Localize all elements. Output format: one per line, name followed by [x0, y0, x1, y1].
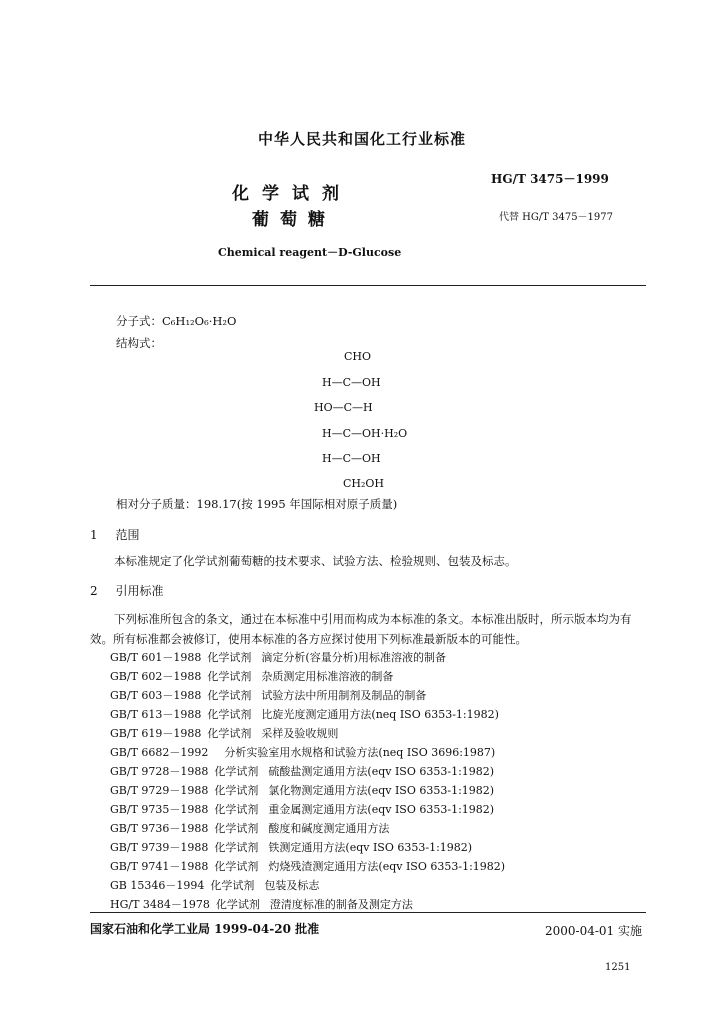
reference-category: 化学试剂 [214, 765, 259, 778]
reference-code: GB/T 603－1988 [110, 689, 202, 702]
reference-category: 化学试剂 [214, 784, 259, 797]
section-2-heading [90, 582, 163, 599]
reference-item [110, 668, 393, 684]
reference-code: GB/T 613－1988 [110, 708, 202, 721]
reference-category: 化学试剂 [214, 841, 259, 854]
reference-code: GB/T 601－1988 [110, 651, 202, 664]
reference-item [110, 839, 472, 855]
reference-name: 硫酸盐测定通用方法(eqv ISO 6353-1:1982) [268, 765, 495, 778]
reference-item [110, 896, 413, 912]
header-divider [90, 285, 646, 286]
issuing-organization: 中华人民共和国化工行业标准 [257, 130, 466, 148]
reference-item [110, 801, 494, 817]
reference-item [110, 706, 499, 722]
section-title: 引用标准 [115, 584, 164, 598]
section-1-text: 本标准规定了化学试剂葡萄糖的技术要求、试验方法、检验规则、包装及标志。 [114, 554, 517, 568]
footer-divider [90, 912, 646, 913]
reference-code: GB/T 9739－1988 [110, 841, 209, 854]
reference-category: 化学试剂 [210, 879, 255, 892]
reference-item [110, 687, 426, 703]
section-title: 范围 [115, 528, 140, 542]
english-title: Chemical reagent－D-Glucose [218, 246, 402, 259]
reference-code: GB 15346－1994 [110, 879, 205, 892]
reference-item [110, 725, 338, 741]
structure-line: H—C—OH·H₂O [322, 427, 408, 440]
structure-line: H—C—OH [322, 376, 381, 389]
reference-category: 化学试剂 [207, 651, 252, 664]
reference-category: 化学试剂 [207, 689, 252, 702]
reference-item [110, 858, 505, 874]
reference-name: 试验方法中所用制剂及制品的制备 [261, 689, 427, 702]
structure-line: HO—C—H [314, 401, 373, 414]
document-title-line2: 葡萄糖 [252, 210, 336, 230]
section-number: 1 [90, 528, 98, 542]
reference-item [110, 744, 495, 760]
reference-name: 澄清度标准的制备及测定方法 [269, 898, 413, 911]
structure-line: CH₂OH [343, 477, 385, 490]
reference-name: 铁测定通用方法(eqv ISO 6353-1:1982) [268, 841, 473, 854]
reference-code: GB/T 602－1988 [110, 670, 202, 683]
reference-name: 采样及验收规则 [261, 727, 339, 740]
page-number: 1251 [605, 962, 631, 973]
replaces-standard: 代替 HG/T 3475－1977 [499, 212, 614, 223]
reference-code: GB/T 9741－1988 [110, 860, 209, 873]
reference-item [110, 763, 494, 779]
structure-line: CHO [344, 350, 372, 363]
reference-category: 化学试剂 [207, 670, 252, 683]
reference-category: 化学试剂 [214, 822, 259, 835]
reference-name: 氯化物测定通用方法(eqv ISO 6353-1:1982) [268, 784, 495, 797]
reference-name: 灼烧残渣测定通用方法(eqv ISO 6353-1:1982) [268, 860, 506, 873]
reference-category: 化学试剂 [214, 860, 259, 873]
document-title-line1: 化学试剂 [232, 184, 352, 204]
reference-code: GB/T 6682－1992 [110, 746, 209, 759]
approval-line: 国家石油和化学工业局 1999-04-20 批准 [90, 922, 320, 936]
implementation-date: 2000-04-01 实施 [545, 924, 643, 938]
reference-name: 酸度和碱度测定通用方法 [268, 822, 390, 835]
reference-code: GB/T 9736－1988 [110, 822, 209, 835]
section-2-text: 下列标准所包含的条文，通过在本标准中引用而构成为本标准的条文。本标准出版时，所示版本均为有效。所有标准都会被修订，使用本标准的各方应探讨使用下列标准最新版本的可能性。 [90, 612, 632, 646]
reference-name: 重金属测定通用方法(eqv ISO 6353-1:1982) [268, 803, 495, 816]
reference-name: 分析实验室用水规格和试验方法(neq ISO 3696:1987) [224, 746, 496, 759]
reference-name: 包装及标志 [264, 879, 320, 892]
reference-item [110, 782, 494, 798]
reference-category: 化学试剂 [207, 727, 252, 740]
reference-code: GB/T 9735－1988 [110, 803, 209, 816]
reference-code: GB/T 9729－1988 [110, 784, 209, 797]
structure-label: 结构式： [116, 336, 162, 350]
reference-item [110, 877, 319, 893]
reference-code: HG/T 3484－1978 [110, 898, 210, 911]
reference-name: 滴定分析(容量分析)用标准溶液的制备 [261, 651, 446, 664]
reference-item [110, 820, 389, 836]
structure-line: H—C—OH [322, 452, 381, 465]
reference-name: 比旋光度测定通用方法(neq ISO 6353-1:1982) [261, 708, 499, 721]
reference-item [110, 649, 446, 665]
molar-mass: 相对分子质量：198.17(按 1995 年国际相对原子质量) [116, 497, 398, 511]
molecular-formula: 分子式：C₆H₁₂O₆·H₂O [116, 314, 237, 328]
standard-number: HG/T 3475－1999 [491, 172, 609, 186]
reference-category: 化学试剂 [215, 898, 260, 911]
reference-code: GB/T 9728－1988 [110, 765, 209, 778]
reference-category: 化学试剂 [214, 803, 259, 816]
reference-code: GB/T 619－1988 [110, 727, 202, 740]
section-1-heading [90, 526, 139, 543]
reference-name: 杂质测定用标准溶液的制备 [261, 670, 394, 683]
reference-category: 化学试剂 [207, 708, 252, 721]
section-number: 2 [90, 584, 98, 598]
